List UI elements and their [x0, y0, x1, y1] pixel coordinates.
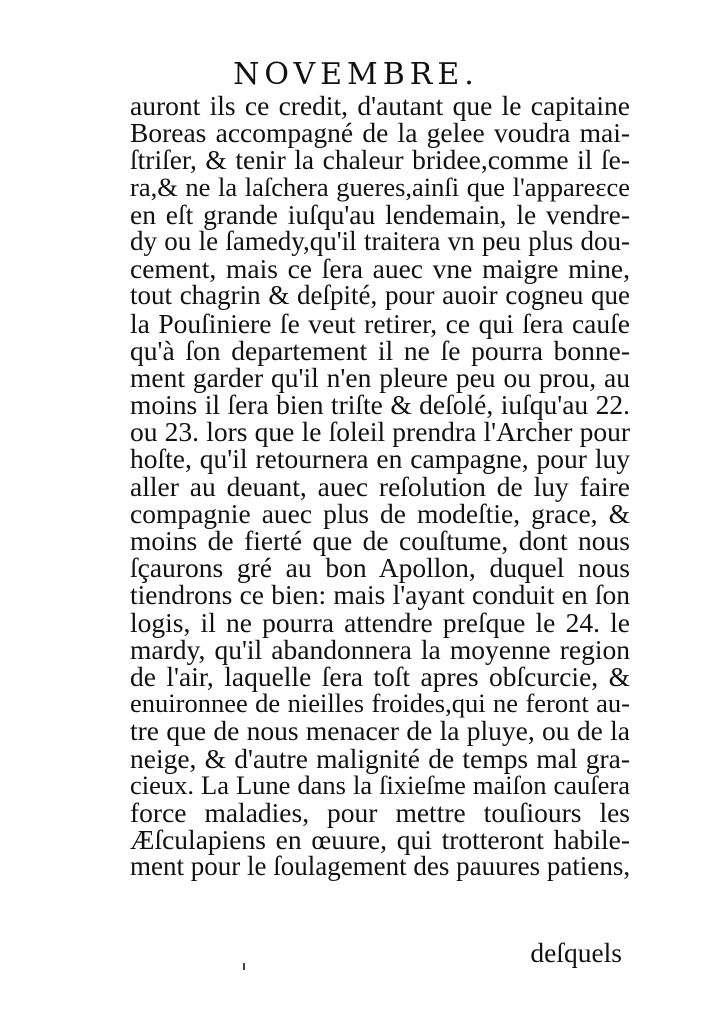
text-line: Æſculapiens en œuure, qui trotteront habile-: [130, 824, 630, 856]
text-line: Boreas accompagné de la gelee voudra mai-: [130, 117, 630, 149]
text-line: tout chagrin & deſpité, pour auoir cogneu que: [130, 280, 630, 311]
catchword: deſquels: [530, 937, 622, 968]
text-line: tiendrons ce bien: mais l'ayant conduit en ſon: [130, 579, 630, 611]
text-line: hoſte, qu'il retournera en campagne, pour luy: [130, 443, 630, 475]
text-line: compagnie auec plus de modeſtie, grace, &: [130, 497, 630, 529]
text-line: de l'air, laquelle ſera toſt apres obſcurcie, &: [130, 660, 630, 692]
text-line: qu'à ſon departement il ne ſe pourra bonne-: [130, 334, 630, 366]
text-line: cement, mais ce ſera auec vne maigre mine,: [130, 253, 630, 285]
text-line: ſçaurons gré au bon Apollon, duquel nous: [130, 552, 630, 584]
text-line: logis, il ne pourra attendre preſque le 24. le: [130, 606, 630, 638]
text-line: ra,& ne la laſchera gueres,ainſi que l'appareɛce: [130, 171, 630, 202]
text-line: tre que de nous menacer de la pluye, ou de la: [130, 715, 630, 747]
text-line: ment pour le ſoulagement des pauures patiens,: [130, 851, 631, 882]
text-line: neige, & d'autre malignité de temps mal gra-: [130, 742, 630, 774]
page-header: NOVEMBRE.: [233, 57, 479, 92]
text-line: ou 23. lors que le ſoleil prendra l'Archer pour: [130, 416, 630, 448]
ink-speck: [243, 963, 245, 970]
text-line: la Pouſiniere ſe veut retirer, ce qui ſera cauſe: [130, 307, 630, 339]
text-line: aller au deuant, auec reſolution de luy faire: [130, 470, 630, 502]
text-line: cieux. La Lune dans la ſixieſme maiſon cauſera: [130, 769, 630, 800]
text-line: moins de fierté que de couſtume, dont nous: [130, 525, 630, 556]
text-line: mardy, qu'il abandonnera la moyenne region: [130, 633, 630, 665]
text-line: dy ou le ſamedy,qu'il traitera vn peu plus dou-: [130, 225, 630, 256]
text-line: force maladies, pour mettre touſiours les: [130, 796, 630, 828]
text-line: en eſt grande iuſqu'au lendemain, le vendre-: [130, 198, 630, 230]
text-line: ment garder qu'il n'en pleure peu ou prou, au: [130, 361, 630, 393]
text-line: ſtriſer, & tenir la chaleur bridee,comme il ſe-: [130, 144, 630, 176]
text-line: auront ils ce credit, d'autant que le capitaine: [130, 90, 630, 121]
text-line: moins il ſera bien triſte & deſolé, iuſqu'au 22.: [130, 389, 630, 421]
text-line: enuironnee de nieilles froides,qui ne feront au-: [130, 688, 630, 719]
body-text: [130, 92, 630, 880]
